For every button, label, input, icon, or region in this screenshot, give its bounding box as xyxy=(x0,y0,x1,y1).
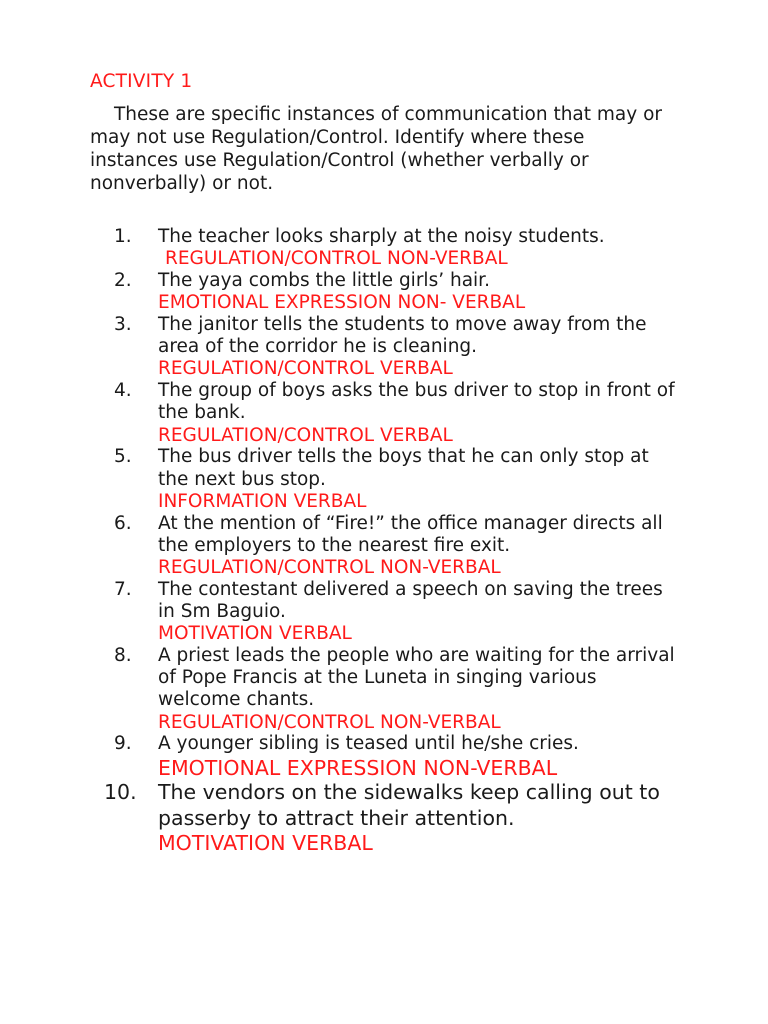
item-question: The teacher looks sharply at the noisy students. xyxy=(158,226,605,247)
item-answer: REGULATION/CONTROL NON-VERBAL xyxy=(158,711,501,733)
list-item xyxy=(0,380,768,446)
item-number: 6. xyxy=(114,512,132,534)
list-item xyxy=(0,446,768,512)
list-item xyxy=(0,513,768,579)
item-question: The janitor tells the students to move away from the area of the corridor he is cleaning. xyxy=(158,314,647,358)
list-item xyxy=(0,579,768,645)
list-item xyxy=(0,226,768,270)
item-question: The vendors on the sidewalks keep calling out to passerby to attract their attention. xyxy=(158,780,660,830)
item-answer: REGULATION/CONTROL NON-VERBAL xyxy=(158,557,501,579)
item-number: 3. xyxy=(114,314,132,335)
question-list xyxy=(0,226,768,856)
list-item xyxy=(0,780,768,856)
activity-title: ACTIVITY 1 xyxy=(90,71,193,92)
item-question: At the mention of “Fire!” the office manager directs all the employers to the nearest fire exit. xyxy=(158,512,663,556)
item-answer: REGULATION/CONTROL NON-VERBAL xyxy=(165,248,508,270)
item-number: 10. xyxy=(104,780,137,805)
item-number: 5. xyxy=(114,446,132,468)
item-question: The bus driver tells the boys that he can only stop at the next bus stop. xyxy=(158,446,649,490)
item-number: 4. xyxy=(114,380,132,402)
item-question: The group of boys asks the bus driver to stop in front of the bank. xyxy=(158,380,675,424)
item-answer: MOTIVATION VERBAL xyxy=(158,831,373,856)
item-answer: EMOTIONAL EXPRESSION NON- VERBAL xyxy=(158,292,526,314)
item-number: 1. xyxy=(114,226,132,247)
item-answer: REGULATION/CONTROL VERBAL xyxy=(158,358,453,380)
item-answer: EMOTIONAL EXPRESSION NON-VERBAL xyxy=(158,755,558,780)
item-number: 9. xyxy=(114,733,132,755)
item-question: The yaya combs the little girls’ hair. xyxy=(158,270,490,291)
item-answer: MOTIVATION VERBAL xyxy=(158,623,352,645)
instructions-text: These are specific instances of communication that may or may not use Regulation/Control. Identify where these instances use Regulation/Control (whether verbally or nonverbally) or not. xyxy=(90,104,662,194)
item-number: 7. xyxy=(114,578,132,600)
list-item xyxy=(0,733,768,780)
item-question: A younger sibling is teased until he/she cries. xyxy=(158,733,579,755)
instructions xyxy=(90,103,670,195)
item-number: 2. xyxy=(114,270,132,291)
item-question: A priest leads the people who are waiting for the arrival of Pope Francis at the Luneta in singing various welcome chants. xyxy=(158,645,675,711)
item-question: The contestant delivered a speech on saving the trees in Sm Baguio. xyxy=(158,578,663,623)
item-number: 8. xyxy=(114,645,132,667)
list-item xyxy=(0,270,768,314)
item-answer: INFORMATION VERBAL xyxy=(158,490,367,512)
list-item xyxy=(0,314,768,380)
list-item xyxy=(0,645,768,733)
item-answer: REGULATION/CONTROL VERBAL xyxy=(158,424,453,446)
